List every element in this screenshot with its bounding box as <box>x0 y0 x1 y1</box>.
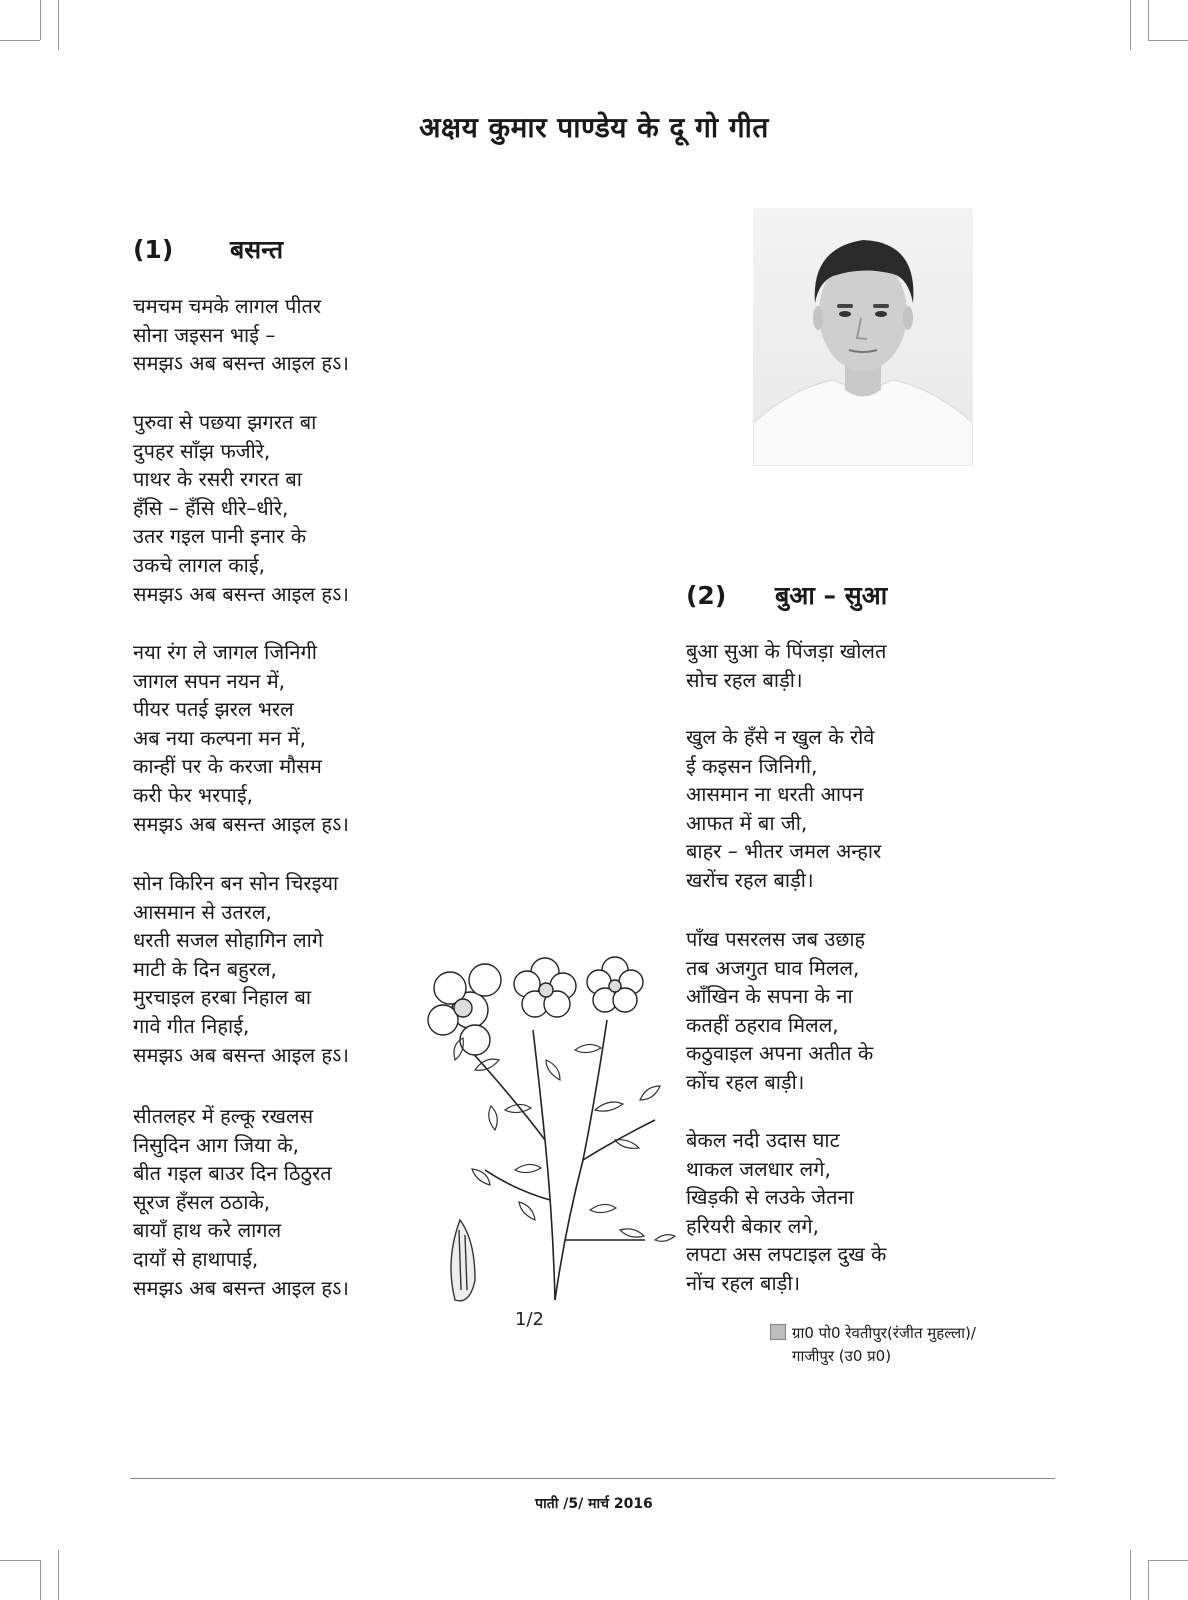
flower-icon <box>587 957 643 1012</box>
poem-line: पीयर पतई झरल भरल <box>133 697 294 722</box>
poem-line: सूरज हँसल ठठाके, <box>133 1189 271 1214</box>
poem-line: पुरुवा से पछया झगरत बा <box>133 410 317 434</box>
poem1-stanza-5 <box>133 1102 349 1302</box>
poem-line: उतर गइल पानी इनार के <box>133 524 307 549</box>
poem1-stanza-1 <box>133 292 349 378</box>
poem-line: कतहीं ठहराव मिलल, <box>686 1012 839 1037</box>
poem-line: समझऽ अब बसन्त आइल हऽ। <box>133 811 349 836</box>
poem1-stanza-3 <box>133 638 349 838</box>
flower-icon <box>428 964 501 1055</box>
poem-line: बीत गइल बाउर दिन ठिठुरत <box>133 1161 332 1186</box>
footer-divider <box>130 1478 1055 1479</box>
poem-line: उकचे लागल काई, <box>133 552 266 577</box>
poem-line: हरियरी बेकार लगे, <box>686 1213 819 1238</box>
poem1-heading <box>133 232 283 266</box>
poem-line: लपटा अस लपटाइल दुख के <box>686 1242 887 1267</box>
page-title: अक्षय कुमार पाण्डेय के दू गो गीत <box>419 111 769 144</box>
poem-line: धरती सजल सोहागिन लागे <box>133 928 324 953</box>
poem2-number: (2) <box>686 581 727 610</box>
flower-illustration <box>415 940 685 1340</box>
poem-line: समझऽ अब बसन्त आइल हऽ। <box>133 1042 349 1067</box>
crop-mark <box>58 1550 59 1600</box>
crop-mark <box>1148 0 1149 40</box>
poem-line: खुल के हँसे न खुल के रोवे <box>686 725 875 749</box>
poem-line: सीतलहर में हल्कू रखलस <box>133 1104 314 1128</box>
crop-mark <box>0 1560 40 1561</box>
poem-line: सोन किरिन बन सोन चिरइया <box>133 871 339 895</box>
crop-mark <box>0 40 40 41</box>
poem-line: अब नया कल्पना मन में, <box>133 725 306 750</box>
poem1-number: (1) <box>133 235 174 264</box>
poem2-title: बुआ – सुआ <box>774 581 888 610</box>
poem-line: आसमान ना धरती आपन <box>686 782 864 807</box>
poem-line: माटी के दिन बहुरल, <box>133 956 277 981</box>
poem-line: आँखिन के सपना के ना <box>686 984 853 1009</box>
poem-line: तब अजगुत घाव मिलल, <box>686 955 860 980</box>
poem-line: दुपहर साँझ फजीरे, <box>133 438 271 463</box>
poem-line: हँसि – हँसि धीरे–धीरे, <box>133 495 289 520</box>
poem2-stanza-3 <box>686 925 873 1097</box>
poem2-heading <box>686 578 887 612</box>
poem-line: कोंच रहल बाड़ी। <box>686 1069 805 1094</box>
poem-line: नया रंग ले जागल जिनिगी <box>133 640 317 664</box>
poem-line: बायाँ हाथ करे लागल <box>133 1218 282 1243</box>
poem-line: नोंच रहल बाड़ी। <box>686 1270 801 1295</box>
poem-line: आसमान से उतरल, <box>133 899 272 924</box>
poem-line: चमचम चमके लागल पीतर <box>133 294 322 318</box>
poem-line: सोना जइसन भाई – <box>133 322 276 347</box>
image-scale-label: 1/2 <box>515 1309 544 1330</box>
page-footer: पाती /5/ मार्च 2016 <box>535 1496 653 1512</box>
poem-line: जागल सपन नयन में, <box>133 668 286 693</box>
poem1-title: बसन्त <box>229 235 284 264</box>
poem-line: करी फेर भरपाई, <box>133 782 253 807</box>
poem-line: थाकल जलधार लगे, <box>686 1156 831 1181</box>
crop-mark <box>1130 0 1131 50</box>
poem-line: पाँख पसरलस जब उछाह <box>686 927 866 951</box>
crop-mark <box>1130 1550 1131 1600</box>
poem-line: बुआ सुआ के पिंजड़ा खोलत <box>686 639 887 663</box>
seed-pod-icon <box>451 1220 475 1301</box>
poem-line: गावे गीत निहाई, <box>133 1013 250 1038</box>
author-photo <box>753 208 973 466</box>
crop-mark <box>40 1560 41 1600</box>
poem-line: मुरचाइल हरबा निहाल बा <box>133 985 312 1010</box>
poem-line: कठुवाइल अपना अतीत के <box>686 1041 874 1066</box>
crop-mark <box>40 0 41 40</box>
poem-line: बाहर – भीतर जमल अन्हार <box>686 839 882 864</box>
poem2-stanza-2 <box>686 723 881 895</box>
crop-mark <box>1148 1560 1188 1561</box>
author-portrait-image <box>753 208 973 466</box>
bullet-square-icon <box>770 1324 786 1340</box>
poem2-stanza-1 <box>686 637 886 694</box>
poem-line: समझऽ अब बसन्त आइल हऽ। <box>133 1275 349 1300</box>
crop-mark <box>1148 1560 1149 1600</box>
poem-line: पाथर के रसरी रगरत बा <box>133 467 302 492</box>
poem1-stanza-4 <box>133 869 349 1069</box>
poem-line: दायाँ से हाथापाई, <box>133 1246 259 1271</box>
poem-line: आफत में बा जी, <box>686 810 808 835</box>
poem-line: खरोंच रहल बाड़ी। <box>686 867 814 892</box>
crop-mark <box>1148 40 1188 41</box>
poem-line: समझऽ अब बसन्त आइल हऽ। <box>133 581 349 606</box>
poem-line: बेकल नदी उदास घाट <box>686 1128 840 1152</box>
poem-line: सोच रहल बाड़ी। <box>686 667 803 692</box>
poem2-stanza-4 <box>686 1126 886 1298</box>
author-address <box>770 1322 976 1368</box>
poem1-stanza-2 <box>133 408 349 608</box>
poem-line: निसुदिन आग जिया के, <box>133 1132 299 1157</box>
crop-mark <box>58 0 59 50</box>
poem-line: कान्हीं पर के करजा मौसम <box>133 754 322 779</box>
address-line-1: ग्रा0 पो0 रेवतीपुर(रंजीत मुहल्ला)/ <box>770 1322 976 1345</box>
flower-icon <box>514 958 576 1017</box>
address-line-2: गाजीपुर (उ0 प्र0) <box>792 1347 892 1365</box>
poem-line: ई कइसन जिनिगी, <box>686 753 818 778</box>
poem-line: खिड़की से लउके जेतना <box>686 1185 854 1210</box>
poem-line: समझऽ अब बसन्त आइल हऽ। <box>133 351 349 376</box>
